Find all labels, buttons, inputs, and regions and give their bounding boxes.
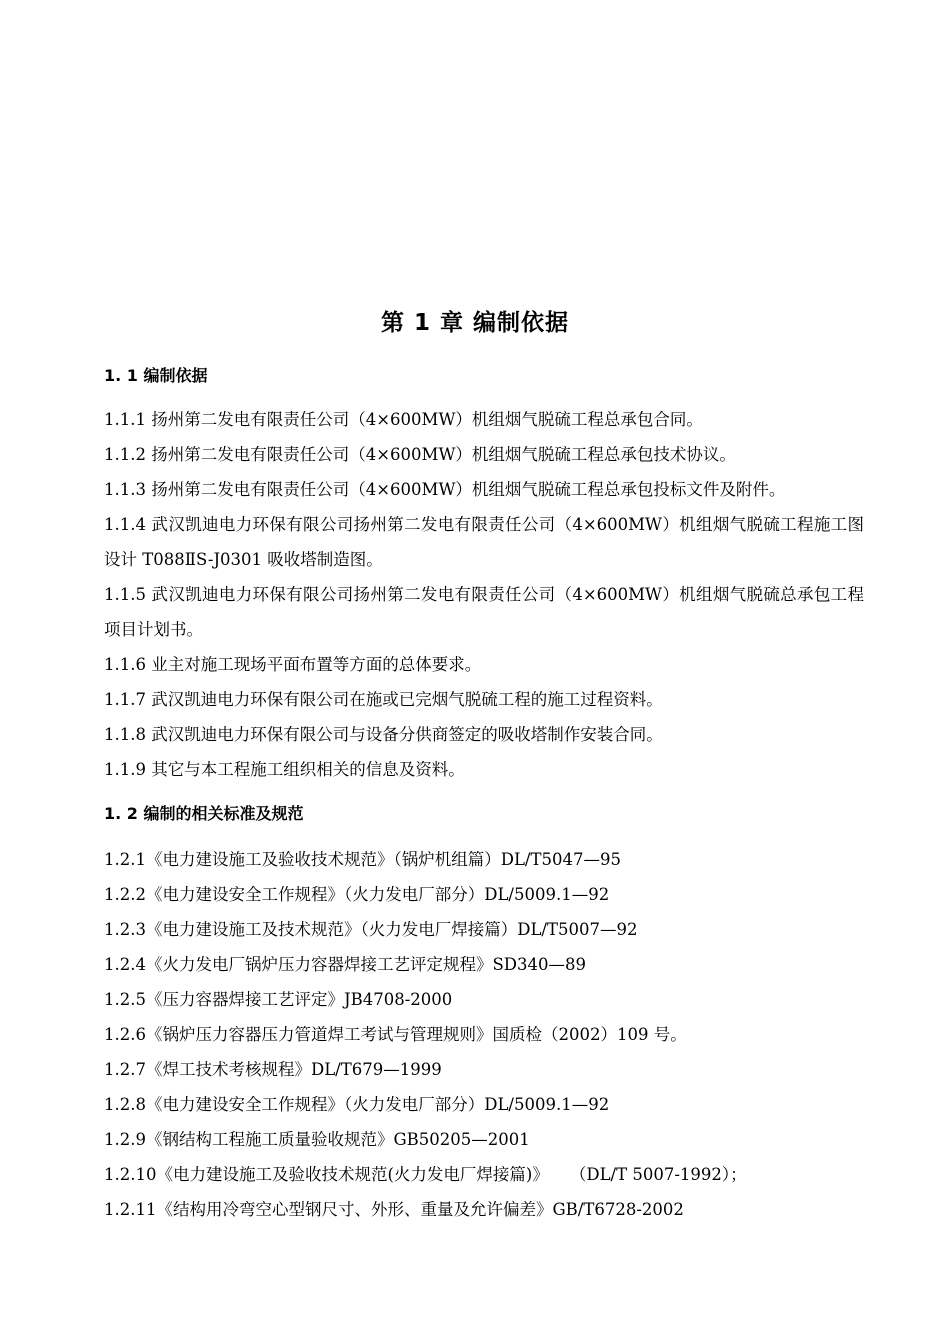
section-heading: 1. 1 编制依据 <box>104 366 208 385</box>
section-1-list <box>104 402 864 787</box>
list-item: 1.2.6《锅炉压力容器压力管道焊工考试与管理规则》国质检（2002）109 号。 <box>104 1025 687 1044</box>
list-item: 1.1.8 武汉凯迪电力环保有限公司与设备分供商签定的吸收塔制作安装合同。 <box>104 725 663 744</box>
list-item: 1.1.1 扬州第二发电有限责任公司（4×600MW）机组烟气脱硫工程总承包合同。 <box>104 410 703 429</box>
list-item: 1.1.5 武汉凯迪电力环保有限公司扬州第二发电有限责任公司（4×600MW）机组烟气脱硫总承包工程项目计划书。 <box>104 585 864 639</box>
section-2-list <box>104 842 864 1227</box>
list-item: 1.2.10《电力建设施工及验收技术规范(火力发电厂焊接篇)》 （DL/T 5007-1992）； <box>104 1165 747 1184</box>
section-2-heading-block <box>104 802 864 826</box>
chapter-title: 第 1 章 编制依据 <box>380 310 570 336</box>
section-1-heading-block <box>104 364 864 388</box>
list-item: 1.1.3 扬州第二发电有限责任公司（4×600MW）机组烟气脱硫工程总承包投标文件及附件。 <box>104 480 786 499</box>
list-item: 1.2.11《结构用冷弯空心型钢尺寸、外形、重量及允许偏差》GB/T6728-2002 <box>104 1200 684 1219</box>
section-heading: 1. 2 编制的相关标准及规范 <box>104 804 304 823</box>
list-item: 1.2.4《火力发电厂锅炉压力容器焊接工艺评定规程》SD340—89 <box>104 955 587 974</box>
list-item: 1.2.3《电力建设施工及技术规范》（火力发电厂焊接篇）DL/T5007—92 <box>104 920 638 939</box>
list-item: 1.2.7《焊工技术考核规程》DL/T679—1999 <box>104 1060 442 1079</box>
list-item: 1.2.9《钢结构工程施工质量验收规范》GB50205—2001 <box>104 1130 530 1149</box>
list-item: 1.1.9 其它与本工程施工组织相关的信息及资料。 <box>104 760 465 779</box>
list-item: 1.2.8《电力建设安全工作规程》（火力发电厂部分）DL/5009.1—92 <box>104 1095 610 1114</box>
list-item: 1.1.4 武汉凯迪电力环保有限公司扬州第二发电有限责任公司（4×600MW）机组烟气脱硫工程施工图设计 T088ⅡS-J0301 吸收塔制造图。 <box>104 515 864 569</box>
list-item: 1.2.5《压力容器焊接工艺评定》JB4708-2000 <box>104 990 453 1009</box>
list-item: 1.1.2 扬州第二发电有限责任公司（4×600MW）机组烟气脱硫工程总承包技术协议。 <box>104 445 736 464</box>
list-item: 1.1.6 业主对施工现场平面布置等方面的总体要求。 <box>104 655 482 674</box>
list-item: 1.2.2《电力建设安全工作规程》（火力发电厂部分）DL/5009.1—92 <box>104 885 610 904</box>
list-item: 1.2.1《电力建设施工及验收技术规范》（锅炉机组篇）DL/T5047—95 <box>104 850 621 869</box>
list-item: 1.1.7 武汉凯迪电力环保有限公司在施或已完烟气脱硫工程的施工过程资料。 <box>104 690 663 709</box>
